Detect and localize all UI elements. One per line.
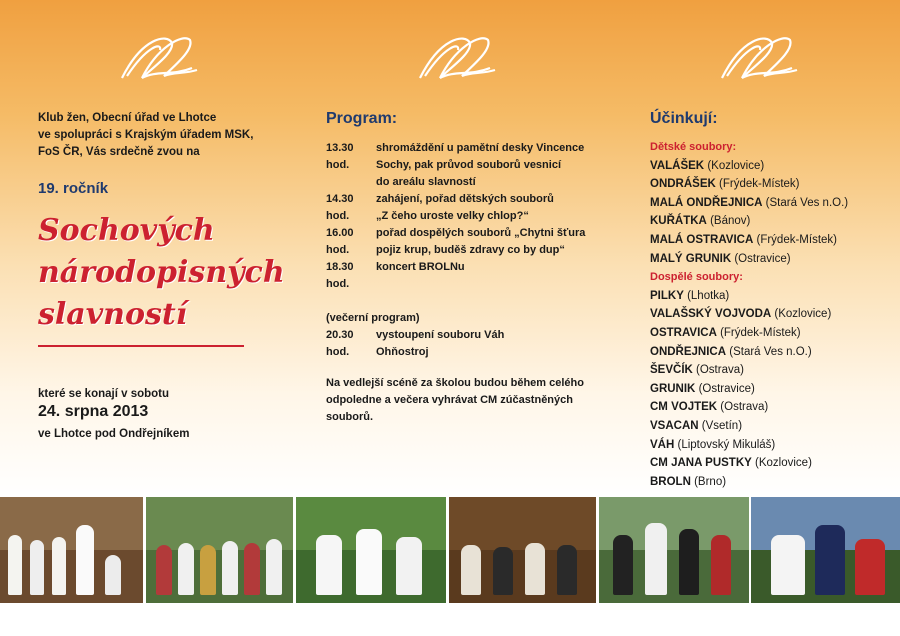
performer-location: (Frýdek-Místek) [719, 178, 800, 191]
evening-label: (večerní program) [326, 312, 420, 324]
program-time: 20.30 hod. [326, 329, 354, 358]
program-desc-line: „Z čeho uroste velky chlop?“ [376, 210, 529, 222]
photo-orchestra [449, 497, 597, 603]
program-note: Na vedlejší scéně za školou budou během celého odpoledne a večera vyhrávat CM zúčastněných souborů. [326, 377, 584, 423]
performer-item [650, 343, 848, 362]
performer-item [650, 454, 848, 473]
performer-name: CM JANA PUSTKY [650, 457, 752, 470]
bottom-margin [0, 603, 900, 636]
children-label: Dětské soubory: [650, 141, 737, 153]
performer-name: VALAŠSKÝ VOJVODA [650, 308, 772, 321]
title-line: slavností [38, 297, 188, 332]
invitation-line: Klub žen, Obecní úřad ve Lhotce [38, 112, 217, 124]
performer-item [650, 212, 848, 231]
performer-location: (Kozlovice) [774, 308, 832, 321]
program-desc [376, 225, 606, 259]
performer-location: (Brno) [694, 475, 727, 488]
program-desc-line: pojiz krup, buděš zdravy co by dup“ [376, 244, 565, 256]
program-desc-line: do areálu slavností [376, 176, 476, 188]
performer-item [650, 175, 848, 194]
festival-logo-icon [712, 28, 802, 88]
program-item [326, 225, 606, 259]
performer-location: (Stará Ves n.O.) [765, 196, 849, 209]
performer-name: PILKY [650, 289, 684, 302]
program-time: 16.00 hod. [326, 227, 354, 256]
performer-name: KUŘÁTKA [650, 215, 707, 228]
performer-location: (Kozlovice) [707, 159, 765, 172]
invitation-line: FoS ČR, Vás srdečně zvou na [38, 146, 200, 158]
performer-item [650, 398, 848, 417]
performer-name: BROLN [650, 475, 691, 488]
program-item [326, 259, 606, 293]
festival-logo-icon [112, 28, 202, 88]
performer-location: (Vsetín) [701, 419, 743, 432]
festival-title [38, 210, 285, 336]
performer-item [650, 417, 848, 436]
program-desc-line: shromáždění u pamětní desky Vincence [376, 142, 585, 154]
performer-name: GRUNIK [650, 382, 696, 395]
performer-name: VALÁŠEK [650, 159, 705, 172]
performer-name: VÁH [650, 438, 675, 451]
performer-location: (Stará Ves n.O.) [729, 345, 812, 358]
performer-location: (Liptovský Mikuláš) [677, 438, 776, 451]
performer-location: (Frýdek-Místek) [756, 233, 837, 246]
performer-item [650, 361, 848, 380]
invitation-line: ve spolupráci s Krajským úřadem MSK, [38, 129, 254, 141]
photo-choir [146, 497, 294, 603]
invitation-text [38, 110, 298, 161]
performer-name: MALÝ GRUNIK [650, 252, 732, 265]
title-line: národopisných [38, 255, 285, 290]
program-item [326, 191, 606, 225]
divider [38, 345, 244, 347]
performer-location: (Ostrava) [720, 401, 769, 414]
program-time: 18.30 hod. [326, 261, 354, 290]
performer-item [650, 250, 848, 269]
performer-item [650, 380, 848, 399]
performer-item [650, 194, 848, 213]
program-item [326, 327, 606, 361]
performer-location: (Bánov) [710, 215, 751, 228]
program-desc-line: Sochy, pak průvod souborů vesnicí [376, 159, 562, 171]
performer-name: OSTRAVICA [650, 326, 717, 339]
performer-item [650, 287, 848, 306]
performer-location: (Ostravice) [734, 252, 791, 265]
performer-location: (Frýdek-Místek) [720, 326, 801, 339]
photo-children-dancing [0, 497, 143, 603]
performer-name: VSACAN [650, 419, 699, 432]
program-desc-line: pořad dospělých souborů „Chytni šťura [376, 227, 586, 239]
performer-location: (Ostrava) [696, 364, 744, 377]
program-desc [376, 140, 606, 191]
festival-logo-icon [410, 28, 500, 88]
program-item [326, 140, 606, 191]
event-date: 24. srpna 2013 [38, 403, 149, 420]
performer-item [650, 305, 848, 324]
photo-dancers [296, 497, 446, 603]
performer-location: (Ostravice) [698, 382, 755, 395]
performer-location: (Kozlovice) [755, 457, 812, 470]
photo-strip [0, 497, 900, 603]
program-time: 13.30 hod. [326, 142, 354, 171]
performer-name: ŠEVČÍK [650, 364, 693, 377]
program-list [326, 140, 606, 361]
program-desc-line: koncert BROLNu [376, 261, 465, 273]
program-desc-line: zahájení, pořad dětských souborů [376, 193, 554, 205]
performer-name: MALÁ OSTRAVICA [650, 233, 754, 246]
edition-label: 19. ročník [38, 180, 109, 197]
performer-item [650, 157, 848, 176]
performer-item [650, 324, 848, 343]
performers-list [650, 138, 848, 491]
event-place: ve Lhotce pod Ondřejníkem [38, 428, 190, 440]
program-heading: Program: [326, 110, 398, 127]
photo-folk-group [599, 497, 749, 603]
performers-heading: Účinkují: [650, 110, 718, 127]
performer-item [650, 473, 848, 492]
adults-label: Dospělé soubory: [650, 271, 743, 284]
performer-name: ONDRÁŠEK [650, 178, 716, 191]
program-desc-line: Ohňostroj [376, 346, 429, 358]
performer-item [650, 436, 848, 455]
performer-item [650, 231, 848, 250]
program-desc [376, 327, 606, 361]
performer-name: ONDŘEJNICA [650, 345, 727, 358]
program-time: 14.30 hod. [326, 193, 354, 222]
program-desc [376, 191, 606, 225]
program-desc [376, 259, 606, 293]
held-text: které se konají v sobotu [38, 388, 170, 400]
performer-name: MALÁ ONDŘEJNICA [650, 196, 763, 209]
photo-couple-dance [751, 497, 900, 603]
performer-name: CM VOJTEK [650, 401, 718, 414]
performer-location: (Lhotka) [687, 289, 730, 302]
program-desc-line: vystoupení souboru Váh [376, 329, 505, 341]
title-line: Sochových [38, 213, 215, 248]
